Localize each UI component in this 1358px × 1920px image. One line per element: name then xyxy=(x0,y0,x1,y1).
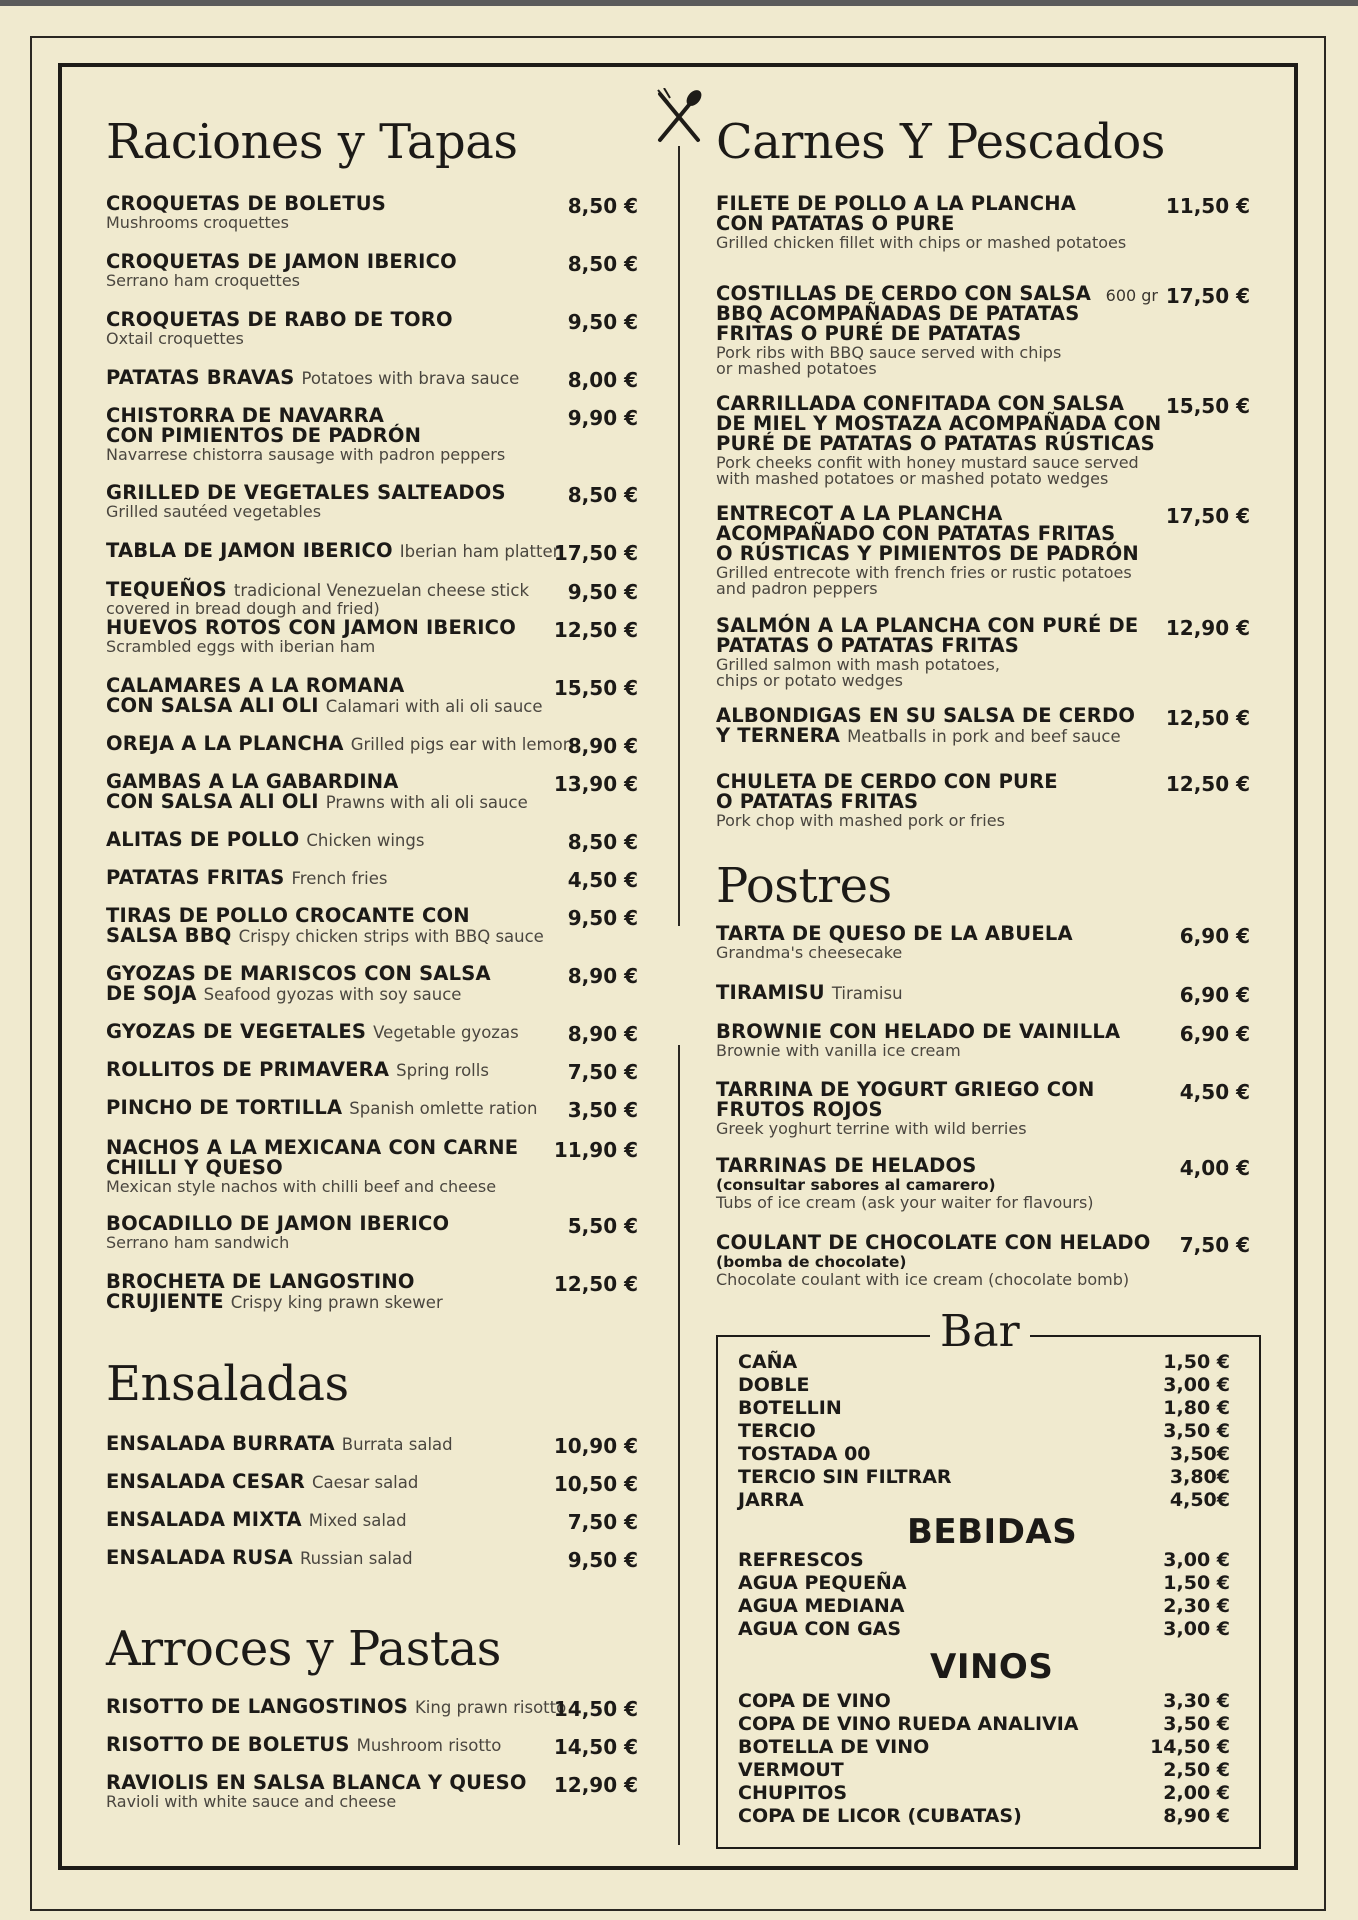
item-name-text: PINCHO DE TORTILLA xyxy=(106,1096,343,1119)
item-name-text: ALITAS DE POLLO xyxy=(106,828,300,851)
bar-item-price: 3,50€ xyxy=(1169,1443,1230,1465)
item-inline-desc: Vegetable gyozas xyxy=(373,1023,519,1042)
bar-item-name: COPA DE VINO RUEDA ANALIVIA xyxy=(738,1713,1079,1735)
menu-item xyxy=(716,504,1276,596)
item-price: 12,50 € xyxy=(1165,706,1250,730)
item-price: 6,90 € xyxy=(1179,983,1250,1007)
item-description: Chocolate coulant with ice cream (chocolate bomb) xyxy=(716,1270,1130,1289)
item-description: Mushrooms croquettes xyxy=(106,213,289,232)
item-name-text: RISOTTO DE LANGOSTINOS xyxy=(106,1695,408,1718)
item-name-text: TARTA DE QUESO DE LA ABUELA xyxy=(716,922,1073,945)
item-inline-desc: King prawn risotto xyxy=(414,1698,567,1717)
bar-item-price: 3,30 € xyxy=(1163,1690,1230,1712)
bar-item-name: CAÑA xyxy=(738,1351,798,1373)
bar-row xyxy=(738,1736,1230,1759)
item-inline-desc: Caesar salad xyxy=(311,1473,419,1492)
menu-item xyxy=(106,866,646,892)
item-description: Grandma's cheesecake xyxy=(716,943,903,962)
bar-item-name: REFRESCOS xyxy=(738,1549,864,1571)
item-name-text: ENSALADA MIXTA xyxy=(106,1508,302,1531)
bar-item-price: 1,80 € xyxy=(1163,1397,1230,1419)
menu-item xyxy=(106,676,646,717)
item-description: Pork cheeks confit with honey mustard sauce served with mashed potatoes or mashed potato wedges xyxy=(716,453,1139,488)
item-name xyxy=(106,868,646,889)
item-price: 8,50 € xyxy=(567,830,638,854)
item-name xyxy=(106,368,646,389)
item-name-text: NACHOS A LA MEXICANA CON CARNE CHILLI Y QUESO xyxy=(106,1136,519,1179)
item-inline-desc: Spring rolls xyxy=(396,1061,489,1080)
item-price: 10,50 € xyxy=(553,1472,638,1496)
item-name-text: PATATAS FRITAS xyxy=(106,866,285,889)
bar-item-price: 14,50 € xyxy=(1150,1736,1230,1758)
menu-item xyxy=(106,1214,646,1251)
menu-item xyxy=(106,1272,646,1313)
item-name xyxy=(106,1060,646,1081)
item-name xyxy=(106,1022,646,1043)
item-name xyxy=(106,1098,646,1119)
item-name-text: TIRAMISU xyxy=(716,981,825,1004)
item-description: Navarrese chistorra sausage with padron peppers xyxy=(106,445,506,464)
bar-item-name: BOTELLA DE VINO xyxy=(738,1736,930,1758)
menu-item xyxy=(106,1432,646,1458)
item-name xyxy=(106,964,646,1005)
bar-item-price: 2,50 € xyxy=(1163,1759,1230,1781)
bar-row xyxy=(738,1713,1230,1736)
bar-item-name: DOBLE xyxy=(738,1374,810,1396)
bar-row xyxy=(738,1549,1230,1572)
item-price: 9,50 € xyxy=(567,906,638,930)
item-name xyxy=(106,906,646,947)
menu-item xyxy=(716,394,1276,486)
item-description: Greek yoghurt terrine with wild berries xyxy=(716,1119,1027,1138)
item-inline-desc: Burrata salad xyxy=(341,1435,453,1454)
item-description: Tubs of ice cream (ask your waiter for flavours) xyxy=(716,1193,1094,1212)
item-description: Mexican style nachos with chilli beef and cheese xyxy=(106,1177,497,1196)
item-price: 15,50 € xyxy=(1165,394,1250,418)
item-name-text: FILETE DE POLLO A LA PLANCHA CON PATATAS O PURE xyxy=(716,192,1077,235)
item-price: 17,50 € xyxy=(553,541,638,565)
menu-item xyxy=(716,772,1276,829)
bar-item-price: 3,50 € xyxy=(1163,1420,1230,1442)
item-description: Pork chop with mashed pork or fries xyxy=(716,811,1005,830)
item-name-text: CARRILLADA CONFITADA CON SALSA DE MIEL Y MOSTAZA ACOMPAÑADA CON PURÉ DE PATATAS O PATATAS RÚSTICAS xyxy=(716,392,1162,455)
item-price: 10,90 € xyxy=(553,1434,638,1458)
section-title-ensaladas: Ensaladas xyxy=(106,1356,349,1412)
menu-item xyxy=(106,1773,646,1810)
item-name xyxy=(106,1510,646,1531)
item-name-text: COSTILLAS DE CERDO CON SALSA BBQ ACOMPAÑADAS DE PATATAS FRITAS O PURÉ DE PATATAS xyxy=(716,282,1092,345)
item-price: 12,50 € xyxy=(1165,772,1250,796)
item-price: 8,00 € xyxy=(567,368,638,392)
bar-item-price: 1,50 € xyxy=(1163,1572,1230,1594)
item-description: Serrano ham sandwich xyxy=(106,1233,290,1252)
item-name-text: CALAMARES A LA ROMANA CON SALSA ALI OLI xyxy=(106,674,405,717)
item-price: 4,50 € xyxy=(1179,1080,1250,1104)
menu-item xyxy=(106,194,646,231)
bar-item-name: AGUA CON GAS xyxy=(738,1618,902,1640)
item-price: 8,50 € xyxy=(567,252,638,276)
item-name-text: OREJA A LA PLANCHA xyxy=(106,732,344,755)
menu-item xyxy=(106,1058,646,1084)
item-name xyxy=(106,1548,646,1569)
menu-item xyxy=(106,1508,646,1534)
item-description: Grilled sautéed vegetables xyxy=(106,502,322,521)
menu-item xyxy=(716,1233,1276,1288)
menu-item xyxy=(716,616,1276,688)
item-price: 13,90 € xyxy=(553,772,638,796)
section-title-raciones: Raciones y Tapas xyxy=(106,114,518,170)
menu-item xyxy=(106,1695,646,1721)
menu-item xyxy=(716,284,1276,376)
section-title-vinos: VINOS xyxy=(930,1647,1054,1687)
item-name-text: ENTRECOT A LA PLANCHA ACOMPAÑADO CON PATATAS FRITAS O RÚSTICAS Y PIMIENTOS DE PADRÓN xyxy=(716,502,1139,565)
bar-item-price: 3,00 € xyxy=(1163,1549,1230,1571)
item-description: Ravioli with white sauce and cheese xyxy=(106,1792,397,1811)
item-name xyxy=(106,734,646,755)
bar-item-price: 3,50 € xyxy=(1163,1713,1230,1735)
bar-row xyxy=(738,1397,1230,1420)
item-price: 11,50 € xyxy=(1165,194,1250,218)
item-name-text: GRILLED DE VEGETALES SALTEADOS xyxy=(106,481,506,504)
bar-item-name: COPA DE LICOR (CUBATAS) xyxy=(738,1805,1022,1827)
menu-item xyxy=(106,828,646,854)
item-name xyxy=(106,483,646,503)
item-name-text: CROQUETAS DE BOLETUS xyxy=(106,192,387,215)
item-price: 12,90 € xyxy=(1165,616,1250,640)
menu-item xyxy=(106,1546,646,1572)
item-price: 14,50 € xyxy=(553,1735,638,1759)
item-description: Grilled chicken fillet with chips or mashed potatoes xyxy=(716,233,1127,252)
menu-item xyxy=(106,1470,646,1496)
item-inline-desc: Iberian ham platter xyxy=(399,542,560,561)
bar-item-name: TERCIO SIN FILTRAR xyxy=(738,1466,952,1488)
column-divider-bottom xyxy=(678,1045,680,1845)
fork-knife-icon xyxy=(654,88,704,144)
menu-item xyxy=(106,310,646,347)
item-description: Grilled entrecote with french fries or rustic potatoes and padron peppers xyxy=(716,563,1132,598)
item-price: 6,90 € xyxy=(1179,1022,1250,1046)
item-name-text: HUEVOS ROTOS CON JAMON IBERICO xyxy=(106,616,516,639)
top-edge-bar xyxy=(0,0,1358,6)
item-price: 9,50 € xyxy=(567,310,638,334)
menu-item xyxy=(716,194,1276,251)
item-inline-desc: Calamari with ali oli sauce xyxy=(325,697,543,716)
item-name-text: BROWNIE CON HELADO DE VAINILLA xyxy=(716,1020,1121,1043)
item-price: 17,50 € xyxy=(1165,504,1250,528)
bar-item-name: CHUPITOS xyxy=(738,1782,848,1804)
item-name-text: RISOTTO DE BOLETUS xyxy=(106,1733,350,1756)
item-description: Serrano ham croquettes xyxy=(106,271,300,290)
menu-item xyxy=(106,964,646,1005)
item-price: 7,50 € xyxy=(567,1510,638,1534)
item-inline-desc: Seafood gyozas with soy sauce xyxy=(203,985,462,1004)
bar-row xyxy=(738,1572,1230,1595)
item-name xyxy=(106,252,646,272)
item-description: Grilled salmon with mash potatoes, chips or potato wedges xyxy=(716,655,1000,690)
bar-row xyxy=(738,1618,1230,1641)
bar-row xyxy=(738,1443,1230,1466)
item-price: 7,50 € xyxy=(567,1060,638,1084)
menu-item xyxy=(106,1020,646,1046)
menu-item xyxy=(716,1156,1276,1211)
item-name xyxy=(106,310,646,330)
menu-item xyxy=(716,706,1276,747)
menu-item xyxy=(106,483,646,520)
menu-item xyxy=(106,618,646,655)
item-price: 5,50 € xyxy=(567,1214,638,1238)
item-name-text: SALMÓN A LA PLANCHA CON PURÉ DE PATATAS O PATATAS FRITAS xyxy=(716,614,1139,657)
bar-item-price: 2,30 € xyxy=(1163,1595,1230,1617)
item-price: 6,90 € xyxy=(1179,924,1250,948)
item-price: 8,50 € xyxy=(567,483,638,507)
item-price: 8,90 € xyxy=(567,964,638,988)
item-price: 8,90 € xyxy=(567,1022,638,1046)
item-price: 8,90 € xyxy=(567,734,638,758)
bar-item-price: 1,50 € xyxy=(1163,1351,1230,1373)
item-name-text: TEQUEÑOS xyxy=(106,578,227,601)
bar-item-price: 3,00 € xyxy=(1163,1618,1230,1640)
menu-item xyxy=(716,924,1276,961)
bar-row xyxy=(738,1805,1230,1828)
bar-item-name: VERMOUT xyxy=(738,1759,844,1781)
bar-item-name: AGUA MEDIANA xyxy=(738,1595,905,1617)
menu-item xyxy=(106,406,646,463)
item-name-text: CHISTORRA DE NAVARRA CON PIMIENTOS DE PADRÓN xyxy=(106,404,422,447)
section-title-postres: Postres xyxy=(716,858,892,914)
item-inline-desc: Mixed salad xyxy=(308,1511,407,1530)
item-name-text: TARRINAS DE HELADOS xyxy=(716,1154,977,1177)
menu-item xyxy=(106,366,646,392)
item-description: Brownie with vanilla ice cream xyxy=(716,1041,961,1060)
item-price: 14,50 € xyxy=(553,1697,638,1721)
item-name-text: ROLLITOS DE PRIMAVERA xyxy=(106,1058,390,1081)
item-note: (consultar sabores al camarero) xyxy=(716,1176,996,1194)
menu-item xyxy=(106,906,646,947)
item-price: 9,50 € xyxy=(567,580,638,604)
item-description: Pork ribs with BBQ sauce served with chips or mashed potatoes xyxy=(716,343,1062,378)
menu-item xyxy=(716,1080,1276,1137)
item-name-text: CHULETA DE CERDO CON PURE O PATATAS FRITAS xyxy=(716,770,1058,813)
item-name xyxy=(106,830,646,851)
item-name xyxy=(106,580,646,601)
item-name-text: GYOZAS DE VEGETALES xyxy=(106,1020,367,1043)
bar-row xyxy=(738,1374,1230,1397)
item-inline-desc: tradicional Venezuelan cheese stick xyxy=(233,581,530,600)
bar-item-name: COPA DE VINO xyxy=(738,1690,891,1712)
item-name-text: RAVIOLIS EN SALSA BLANCA Y QUESO xyxy=(106,1771,527,1794)
item-name-text: ALBONDIGAS EN SU SALSA DE CERDO Y TERNERA xyxy=(716,704,1136,747)
item-price: 4,00 € xyxy=(1179,1156,1250,1180)
item-price: 9,90 € xyxy=(567,406,638,430)
item-price: 11,90 € xyxy=(553,1138,638,1162)
item-description: Oxtail croquettes xyxy=(106,329,244,348)
item-description: Scrambled eggs with iberian ham xyxy=(106,637,376,656)
menu-item xyxy=(106,580,646,617)
bar-row xyxy=(738,1782,1230,1805)
item-inline-desc: Crispy king prawn skewer xyxy=(230,1293,443,1312)
item-name-text: ENSALADA RUSA xyxy=(106,1546,293,1569)
item-name-text: GAMBAS A LA GABARDINA CON SALSA ALI OLI xyxy=(106,770,399,813)
item-name-text: ENSALADA CESAR xyxy=(106,1470,305,1493)
menu-item xyxy=(716,981,1276,1007)
item-price: 12,50 € xyxy=(553,1272,638,1296)
bar-row xyxy=(738,1466,1230,1489)
item-price: 12,50 € xyxy=(553,618,638,642)
item-inline-desc: Potatoes with brava sauce xyxy=(301,369,520,388)
item-price: 9,50 € xyxy=(567,1548,638,1572)
bar-item-name: AGUA PEQUEÑA xyxy=(738,1572,907,1594)
item-name-text: ENSALADA BURRATA xyxy=(106,1432,335,1455)
item-inline-desc: Russian salad xyxy=(299,1549,413,1568)
item-name xyxy=(106,194,646,214)
column-divider-top xyxy=(678,146,680,926)
bar-item-price: 8,90 € xyxy=(1163,1805,1230,1827)
bar-item-name: BOTELLIN xyxy=(738,1397,842,1419)
bar-item-name: JARRA xyxy=(738,1489,804,1511)
section-title-bar: Bar xyxy=(930,1310,1030,1354)
item-name-text: TABLA DE JAMON IBERICO xyxy=(106,539,393,562)
bar-row xyxy=(738,1351,1230,1374)
item-name xyxy=(106,406,646,446)
bar-item-price: 2,00 € xyxy=(1163,1782,1230,1804)
item-description: covered in bread dough and fried) xyxy=(106,599,380,618)
item-price: 7,50 € xyxy=(1179,1233,1250,1257)
section-title-carnes: Carnes Y Pescados xyxy=(716,114,1165,170)
section-title-bebidas: BEBIDAS xyxy=(907,1512,1078,1552)
menu-item xyxy=(106,1138,646,1195)
item-inline-desc: Spanish omlette ration xyxy=(349,1099,538,1118)
item-inline-desc: Crispy chicken strips with BBQ sauce xyxy=(238,927,544,946)
item-note: (bomba de chocolate) xyxy=(716,1253,907,1271)
bar-item-name: TERCIO xyxy=(738,1420,816,1442)
bar-item-price: 3,80€ xyxy=(1169,1466,1230,1488)
menu-item xyxy=(106,1733,646,1759)
item-name xyxy=(106,1214,646,1234)
item-price: 3,50 € xyxy=(567,1098,638,1122)
item-inline-desc: Tiramisu xyxy=(831,984,903,1003)
item-inline-desc: Prawns with ali oli sauce xyxy=(325,793,528,812)
item-price: 17,50 € xyxy=(1165,284,1250,308)
item-price: 15,50 € xyxy=(553,676,638,700)
menu-item xyxy=(106,772,646,813)
menu-item xyxy=(106,732,646,758)
item-weight: 600 gr xyxy=(1105,286,1158,305)
item-inline-desc: French fries xyxy=(291,869,388,888)
bar-row xyxy=(738,1690,1230,1713)
bar-row xyxy=(738,1489,1230,1512)
item-name-text: GYOZAS DE MARISCOS CON SALSA DE SOJA xyxy=(106,962,491,1005)
item-name-text: TIRAS DE POLLO CROCANTE CON SALSA BBQ xyxy=(106,904,470,947)
bar-item-price: 3,00 € xyxy=(1163,1374,1230,1396)
item-name-text: BROCHETA DE LANGOSTINO CRUJIENTE xyxy=(106,1270,415,1313)
item-price: 12,90 € xyxy=(553,1773,638,1797)
section-title-arroces: Arroces y Pastas xyxy=(106,1621,501,1677)
bar-item-name: TOSTADA 00 xyxy=(738,1443,871,1465)
item-inline-desc: Meatballs in pork and beef sauce xyxy=(847,727,1121,746)
item-name-text: TARRINA DE YOGURT GRIEGO CON FRUTOS ROJOS xyxy=(716,1078,1095,1121)
item-name-text: PATATAS BRAVAS xyxy=(106,366,295,389)
item-name-text: CROQUETAS DE JAMON IBERICO xyxy=(106,250,457,273)
item-inline-desc: Chicken wings xyxy=(306,831,425,850)
menu-item xyxy=(106,252,646,289)
menu-item xyxy=(106,539,646,565)
bar-row xyxy=(738,1759,1230,1782)
menu-item xyxy=(106,1096,646,1122)
item-price: 8,50 € xyxy=(567,194,638,218)
bar-item-price: 4,50€ xyxy=(1169,1489,1230,1511)
item-name-text: COULANT DE CHOCOLATE CON HELADO xyxy=(716,1231,1151,1254)
item-name-text: BOCADILLO DE JAMON IBERICO xyxy=(106,1212,450,1235)
item-inline-desc: Grilled pigs ear with lemon xyxy=(350,735,574,754)
menu-item xyxy=(716,1022,1276,1059)
bar-row xyxy=(738,1420,1230,1443)
item-name-text: CROQUETAS DE RABO DE TORO xyxy=(106,308,453,331)
bar-row xyxy=(738,1595,1230,1618)
item-inline-desc: Mushroom risotto xyxy=(356,1736,502,1755)
item-price: 4,50 € xyxy=(567,868,638,892)
